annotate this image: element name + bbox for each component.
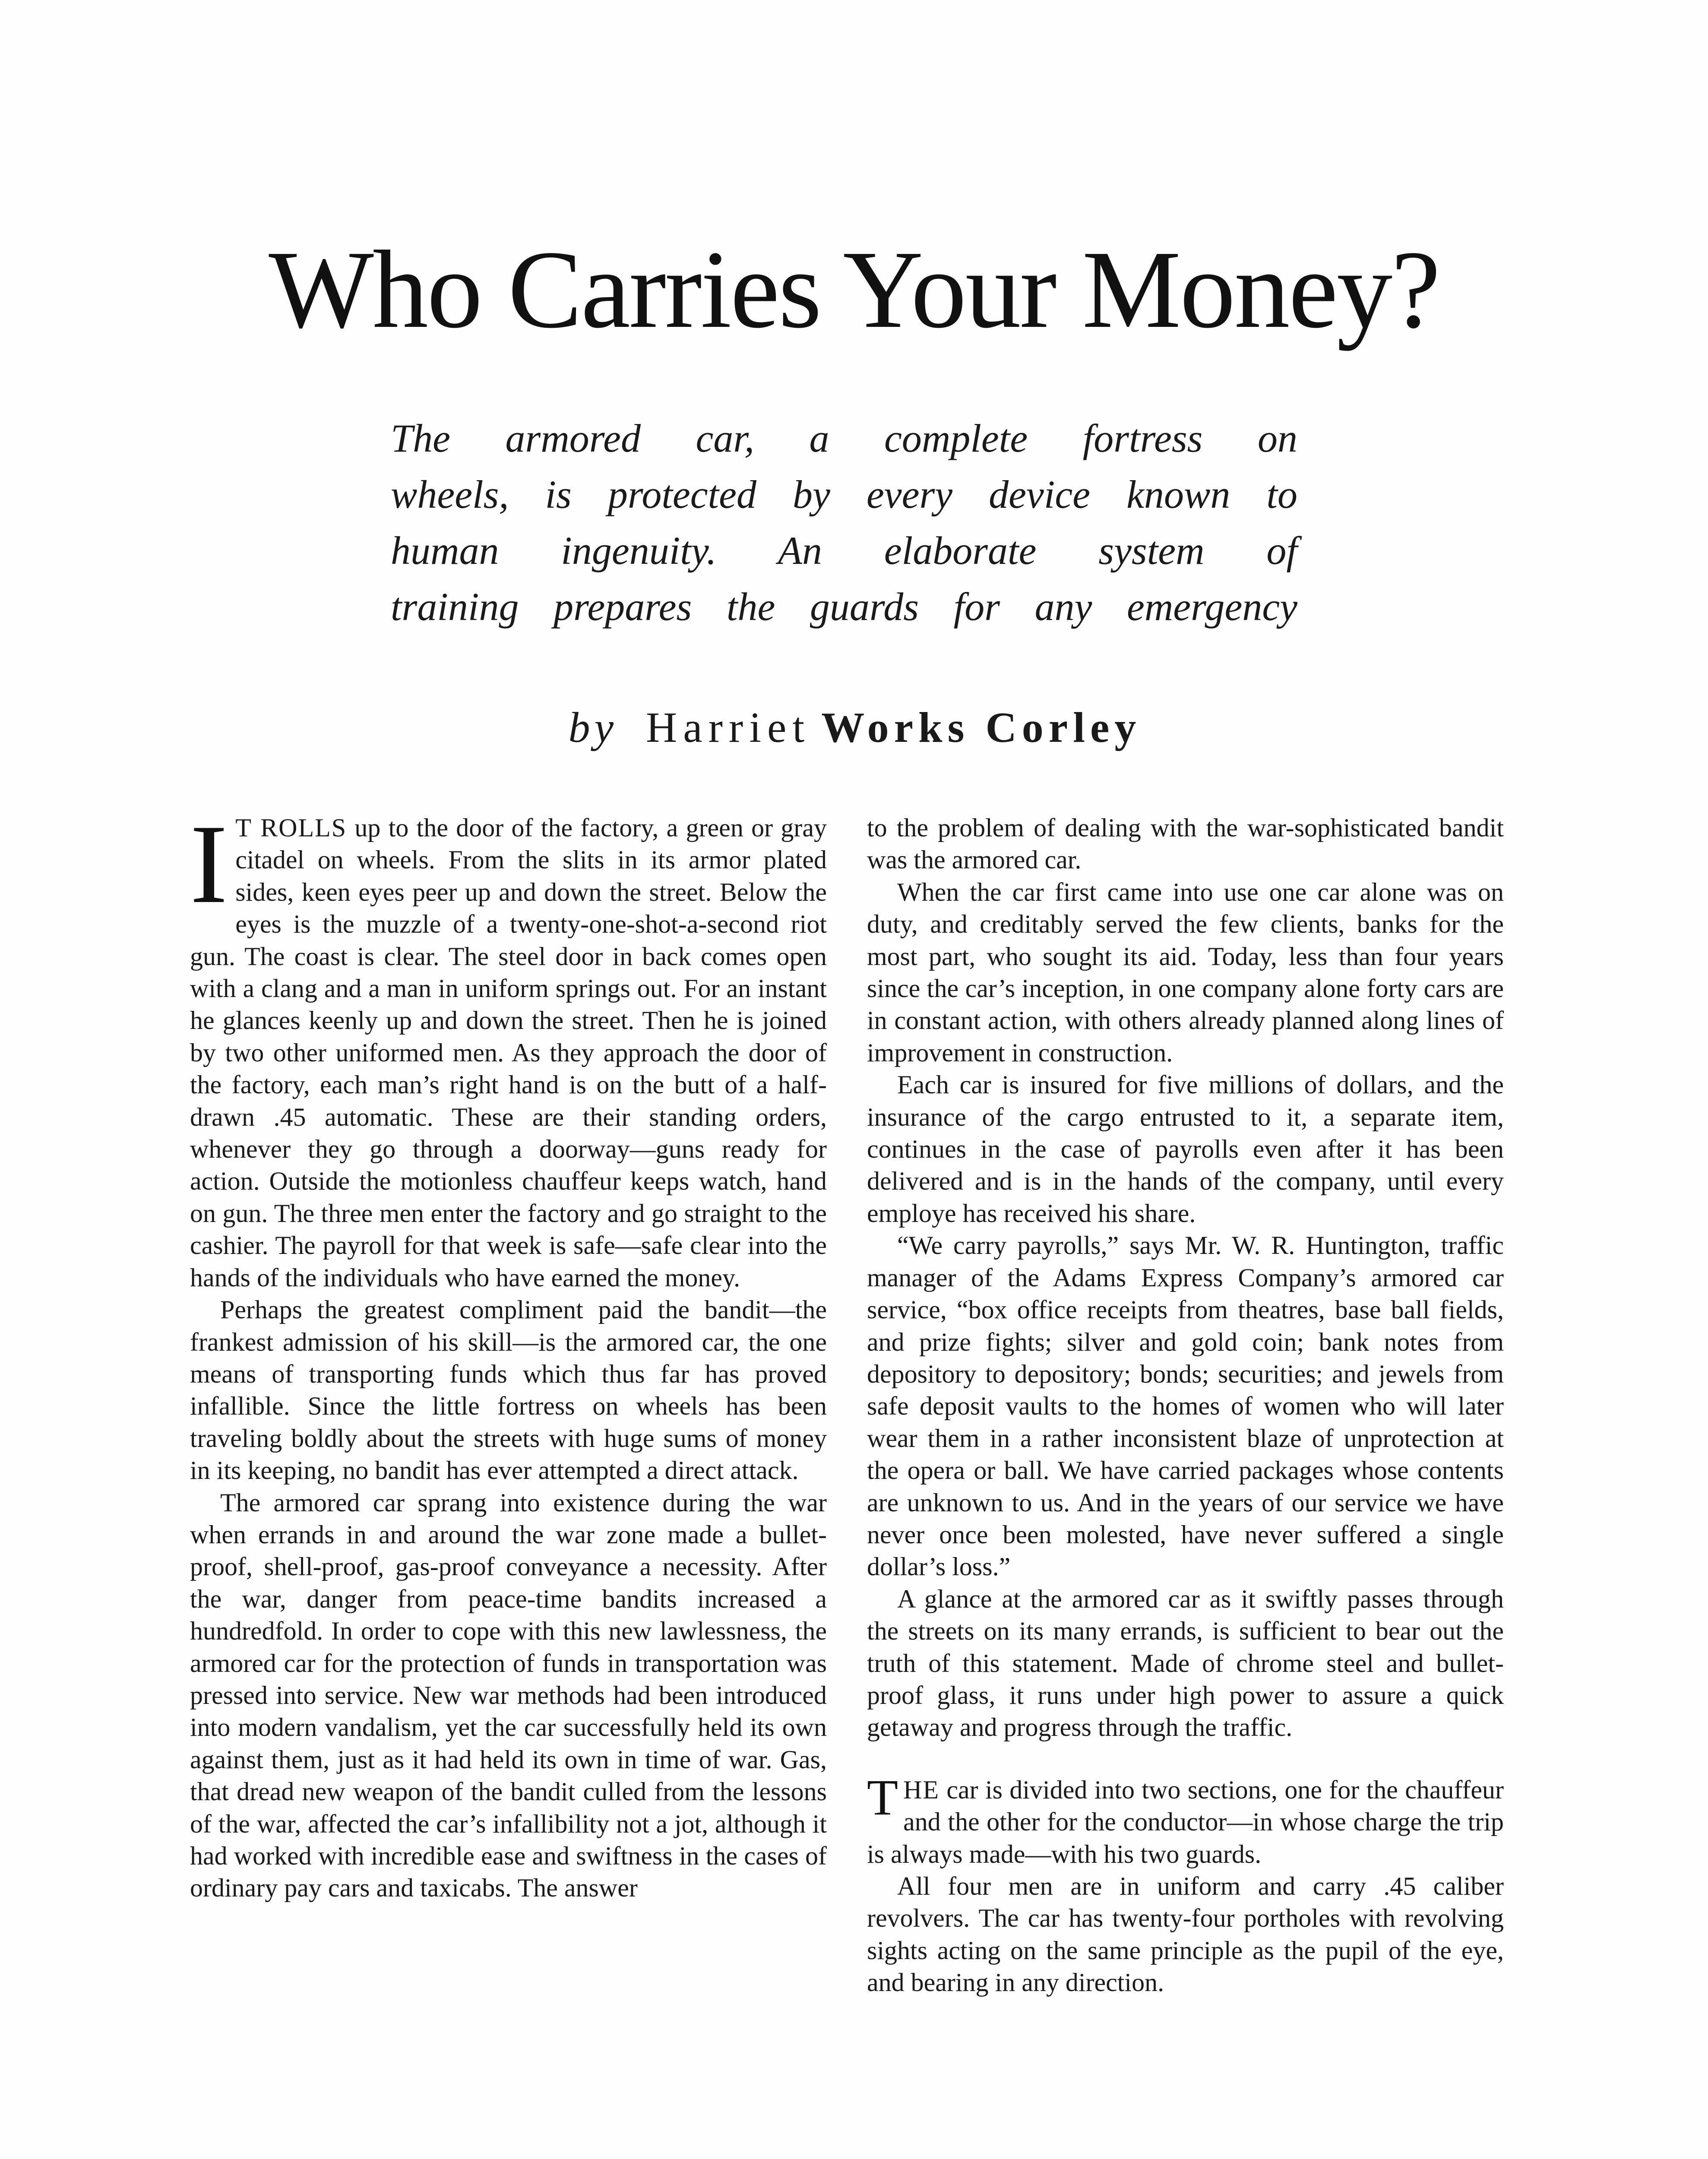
paragraph: Each car is insured for five millions of dollars, and the insurance of the cargo entrusted to it, a separate item, continues in the case of payrolls even after it has been delivered and is in the hands of the company, until every employe has received his share.	[867, 1070, 1504, 1228]
drop-cap: T	[867, 1769, 898, 1826]
paragraph: to the problem of dealing with the war-sophisticated bandit was the armored car.	[867, 814, 1504, 874]
paragraph	[190, 801, 827, 1294]
byline	[337, 700, 1373, 756]
paragraph: “We carry payrolls,” says Mr. W. R. Huntington, traffic manager of the Adams Express Company’s armored car service, “box office receipts from theatres, base ball fields, and prize fights; silver and gold coin; bank notes from depository to depository; bonds; securities; and jewels from safe deposit vaults to the homes of women who will later wear them in a rather inconsistent blaze of unprotection at the opera or ball. We have carried packages whose contents are unknown to us. And in the years of our service we have never once been molested, have never suffered a single dollar’s loss.”	[867, 1231, 1504, 1581]
paragraph	[867, 1769, 1504, 1870]
subtitle-line: wheels, is protected by every device known to	[391, 472, 1297, 516]
subtitle-line: human ingenuity. An elaborate system of	[391, 529, 1297, 573]
author-last-names: Works Corley	[821, 703, 1142, 751]
opening-small-caps: HE	[903, 1775, 940, 1804]
subtitle-line: The armored car, a complete fortress on	[391, 416, 1297, 460]
author-first-name: Harriet	[646, 703, 811, 751]
subtitle-line: training prepares the guards for any emergency	[391, 585, 1297, 629]
paragraph: A glance at the armored car as it swiftly passes through the streets on its many errands, is sufficient to bear out the truth of this statement. Made of chrome steel and bullet-proof glass, it runs under high power to assure a quick getaway and progress through the traffic.	[867, 1584, 1504, 1742]
byline-prefix: by	[568, 703, 618, 751]
right-column	[867, 812, 1504, 1999]
opening-small-caps: T ROLLS	[235, 814, 347, 842]
left-column	[190, 801, 827, 1904]
drop-cap: I	[190, 801, 228, 927]
paragraph: Perhaps the greatest compliment paid the bandit—the frankest admission of his skill—is the armored car, the one means of transporting funds which thus far has proved infallible. Since the little fortress on wheels has been traveling boldly about the streets with huge sums of money in its keeping, no bandit has ever attempted a direct attack.	[190, 1295, 827, 1485]
paragraph-text: car is divided into two sections, one for the chauffeur and the other for the conductor—in whose charge the trip is always made—with his two guards.	[867, 1775, 1504, 1868]
paragraph: When the car first came into use one car alone was on duty, and creditably served the few clients, banks for the most part, who sought its aid. Today, less than four years since the car’s inception, in one company alone forty cars are in constant action, with others already planned along lines of improvement in construction.	[867, 877, 1504, 1067]
article-title: Who Carries Your Money?	[269, 228, 1439, 351]
article-subtitle	[391, 410, 1297, 635]
paragraph-text: up to the door of the factory, a green or gray citadel on wheels. From the slits in its armor plated sides, keen eyes peer up and down the street. Below the eyes is the muzzle of a twenty-one-shot-a-second riot gun. The coast is clear. The steel door in back comes open with a clang and a man in uniform springs out. For an instant he glances keenly up and down the street. Then he is joined by two other uniformed men. As they approach the door of the factory, each man’s right hand is on the butt of a half-drawn .45 automatic. These are their standing orders, whenever they go through a doorway—guns ready for action. Outside the motionless chauffeur keeps watch, hand on gun. The three men enter the factory and go straight to the cashier. The payroll for that week is safe—safe clear into the hands of the individuals who have earned the money.	[190, 814, 827, 1292]
paragraph: All four men are in uniform and carry .45 caliber revolvers. The car has twenty-four portholes with revolving sights acting on the same principle as the pupil of the eye, and bearing in any direction.	[867, 1872, 1504, 1997]
paragraph: The armored car sprang into existence during the war when errands in and around the war zone made a bullet-proof, shell-proof, gas-proof conveyance a necessity. After the war, danger from peace-time bandits increased a hundredfold. In order to cope with this new lawlessness, the armored car for the protection of funds in transportation was pressed into service. New war methods had been introduced into modern vandalism, yet the car successfully held its own against them, just as it had held its own in time of war. Gas, that dread new weapon of the bandit culled from the lessons of the war, affected the car’s infallibility not a jot, although it had worked with incredible ease and swiftness in the cases of ordinary pay cars and taxicabs. The answer	[190, 1488, 827, 1903]
